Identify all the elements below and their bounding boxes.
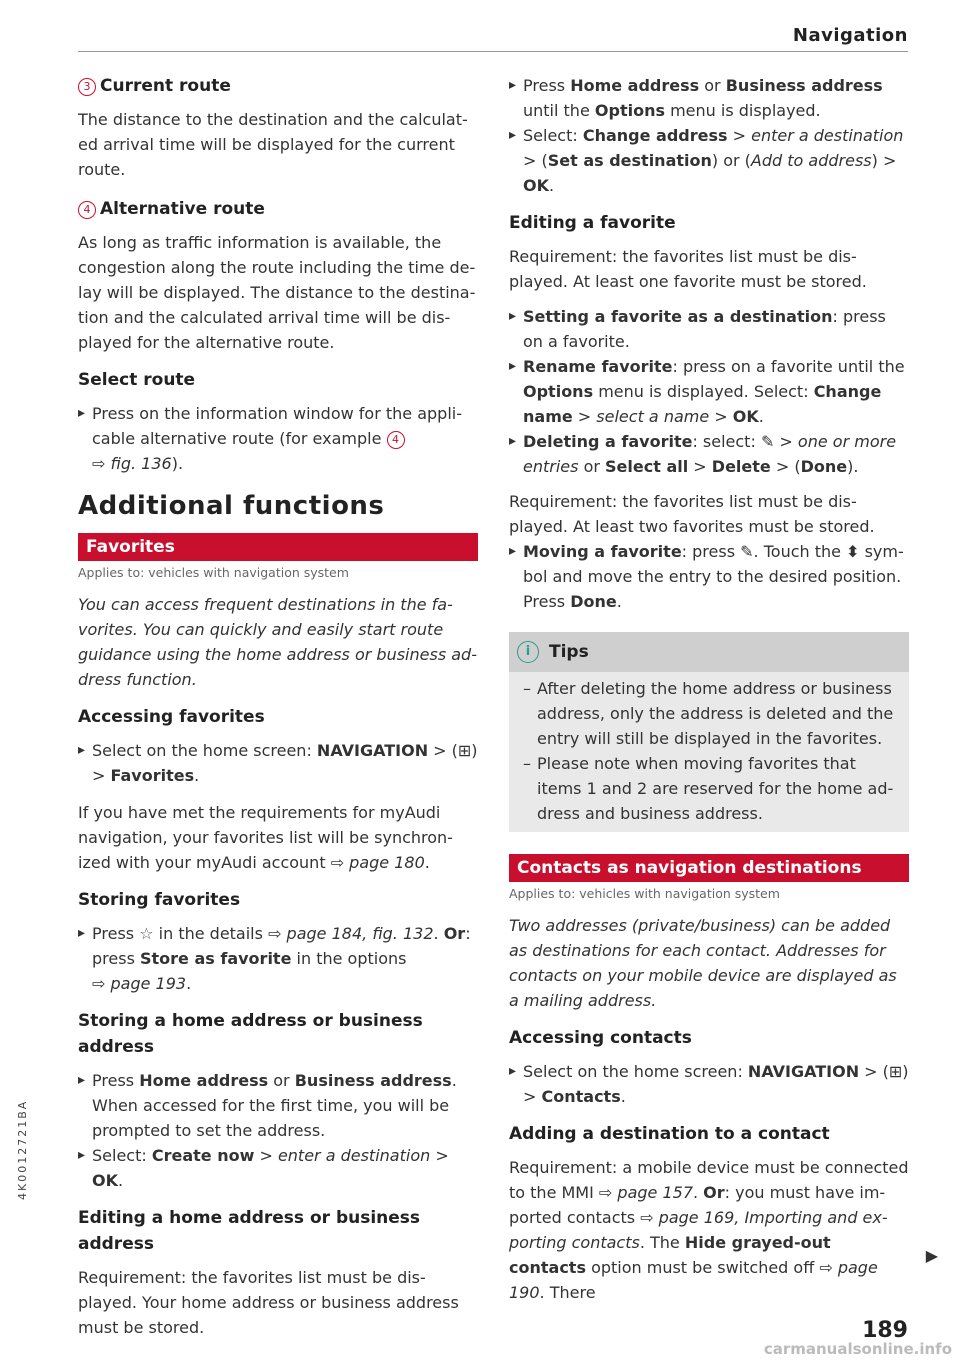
reorder-arrows-icon: ⬍ <box>846 542 860 561</box>
adding-destination-heading: Adding a destination to a contact <box>509 1124 830 1144</box>
editing-home-step-2: ▸ Select: Change address > enter a destination > (Set as destination) or (Add to address) > OK. <box>509 123 909 198</box>
adding-destination-requirement: Requirement: a mobile device must be connected to the MMI ⇨ page 157. Or: you must have im-ported contacts ⇨ page 169, Importing and ex-porting contacts. The Hide grayed-out contacts option must be switched off ⇨ page 190. There <box>509 1158 909 1302</box>
info-icon: i <box>517 641 539 663</box>
favorites-applies-note: Applies to: vehicles with navigation system <box>78 565 349 580</box>
accessing-favorites-step: ▸ Select on the home screen: NAVIGATION > (⊞) > Favorites. <box>78 738 478 788</box>
tip-item: – After deleting the home address or business address, only the address is deleted and the entry will still be displayed in the favorites. <box>523 676 895 751</box>
page-reference-link[interactable]: ⇨ page 157 <box>598 1183 693 1202</box>
tips-header: i Tips <box>509 632 909 672</box>
editing-home-requirement: Requirement: the favorites list must be dis-played. Your home address or business address must be stored. <box>78 1268 459 1337</box>
page-reference-link[interactable]: ⇨ page 180 <box>330 853 425 872</box>
contacts-intro: Two addresses (private/business) can be added as destinations for each contact. Addresses for contacts on your mobile device are displayed as a mailing address. <box>509 916 897 1010</box>
accessing-favorites-heading: Accessing favorites <box>78 707 265 727</box>
rename-favorite-step: ▸ Rename favorite: press on a favorite until the Options menu is displayed. Select: Change name > select a name > OK. <box>509 354 909 429</box>
header-divider <box>78 51 908 52</box>
set-destination-step: ▸ Setting a favorite as a destination: press on a favorite. <box>509 304 909 354</box>
page-number: 189 <box>862 1318 908 1343</box>
moving-favorite-requirement: Requirement: the favorites list must be dis-played. At least two favorites must be stored. <box>509 492 875 536</box>
figure-reference-link[interactable]: ⇨ fig. 136 <box>92 454 172 473</box>
storing-home-heading: Storing a home address or business address <box>78 1011 423 1057</box>
favorites-intro: You can access frequent destinations in the fa-vorites. You can quickly and easily start route guidance using the home address or business ad-dress function. <box>78 595 477 689</box>
callout-number: 4 <box>387 431 405 449</box>
apps-icon: (⊞) <box>882 1062 909 1081</box>
myaudi-text: If you have met the requirements for myAudi navigation, your favorites list will be synchron-ized with your myAudi account ⇨ page 180. <box>78 803 453 872</box>
editing-favorite-heading: Editing a favorite <box>509 213 676 233</box>
storing-favorites-step: ▸ Press ☆ in the details ⇨ page 184, fig. 132. Or: press Store as favorite in the options ⇨ page 193. <box>78 921 478 996</box>
editing-home-step-1: ▸ Press Home address or Business address until the Options menu is displayed. <box>509 73 909 123</box>
right-column <box>509 73 909 1305</box>
contacts-applies-note: Applies to: vehicles with navigation system <box>509 886 780 901</box>
continue-arrow-icon: ▶ <box>925 1246 938 1265</box>
storing-favorites-heading: Storing favorites <box>78 890 241 910</box>
storing-home-step-2: ▸ Select: Create now > enter a destination > OK. <box>78 1143 478 1193</box>
left-column <box>78 73 478 1340</box>
edit-list-icon: ✎ <box>760 432 775 451</box>
callout-number: 4 <box>78 201 96 219</box>
current-route-heading: 3 Current route <box>78 73 478 99</box>
favorites-section-bar: Favorites <box>78 533 478 561</box>
apps-icon: (⊞) <box>451 741 478 760</box>
alternative-route-heading: 4 Alternative route <box>78 196 478 222</box>
page-reference-link[interactable]: ⇨ page 184, fig. 132 <box>268 924 434 943</box>
star-icon: ☆ <box>139 924 154 943</box>
current-route-text: The distance to the destination and the calculat-ed arrival time will be displayed for the current route. <box>78 110 468 179</box>
page-header-title: Navigation <box>792 25 908 46</box>
page-reference-link[interactable]: ⇨ page 169, Importing and ex-porting contacts <box>509 1208 888 1252</box>
tips-box <box>509 632 909 832</box>
select-route-step: ▸ Press on the information window for the appli-cable alternative route (for example 4 ⇨ fig. 136). <box>78 401 478 476</box>
move-favorite-step: ▸ Moving a favorite: press ✎. Touch the ⬍ sym-bol and move the entry to the desired position. Press Done. <box>509 539 909 614</box>
document-code: 4K0012721BA <box>16 1099 29 1200</box>
watermark: carmanualsonline.info <box>763 1340 952 1358</box>
additional-functions-heading: Additional functions <box>78 491 385 521</box>
editing-home-heading: Editing a home address or business address <box>78 1208 421 1254</box>
delete-favorite-step: ▸ Deleting a favorite: select: ✎ > one or more entries or Select all > Delete > (Done). <box>509 429 909 479</box>
callout-number: 3 <box>78 78 96 96</box>
accessing-contacts-heading: Accessing contacts <box>509 1028 692 1048</box>
page-reference-link[interactable]: ⇨ page 190 <box>509 1258 878 1302</box>
alternative-route-text: As long as traffic information is available, the congestion along the route including the time de-lay will be displayed. The distance to the destina-tion and the calculated arrival time will be dis-played for the alternative route. <box>78 233 476 352</box>
editing-favorite-requirement: Requirement: the favorites list must be dis-played. At least one favorite must be stored. <box>509 247 867 291</box>
tip-item: – Please note when moving favorites that items 1 and 2 are reserved for the home ad-dress and business address. <box>523 751 895 826</box>
edit-list-icon: ✎ <box>740 542 754 561</box>
accessing-contacts-step: ▸ Select on the home screen: NAVIGATION > (⊞) > Contacts. <box>509 1059 909 1109</box>
page-reference-link[interactable]: ⇨ page 193 <box>92 974 187 993</box>
storing-home-step-1: ▸ Press Home address or Business address. When accessed for the first time, you will be prompted to set the address. <box>78 1068 478 1143</box>
contacts-section-bar: Contacts as navigation destinations <box>509 854 909 882</box>
select-route-heading: Select route <box>78 370 196 390</box>
